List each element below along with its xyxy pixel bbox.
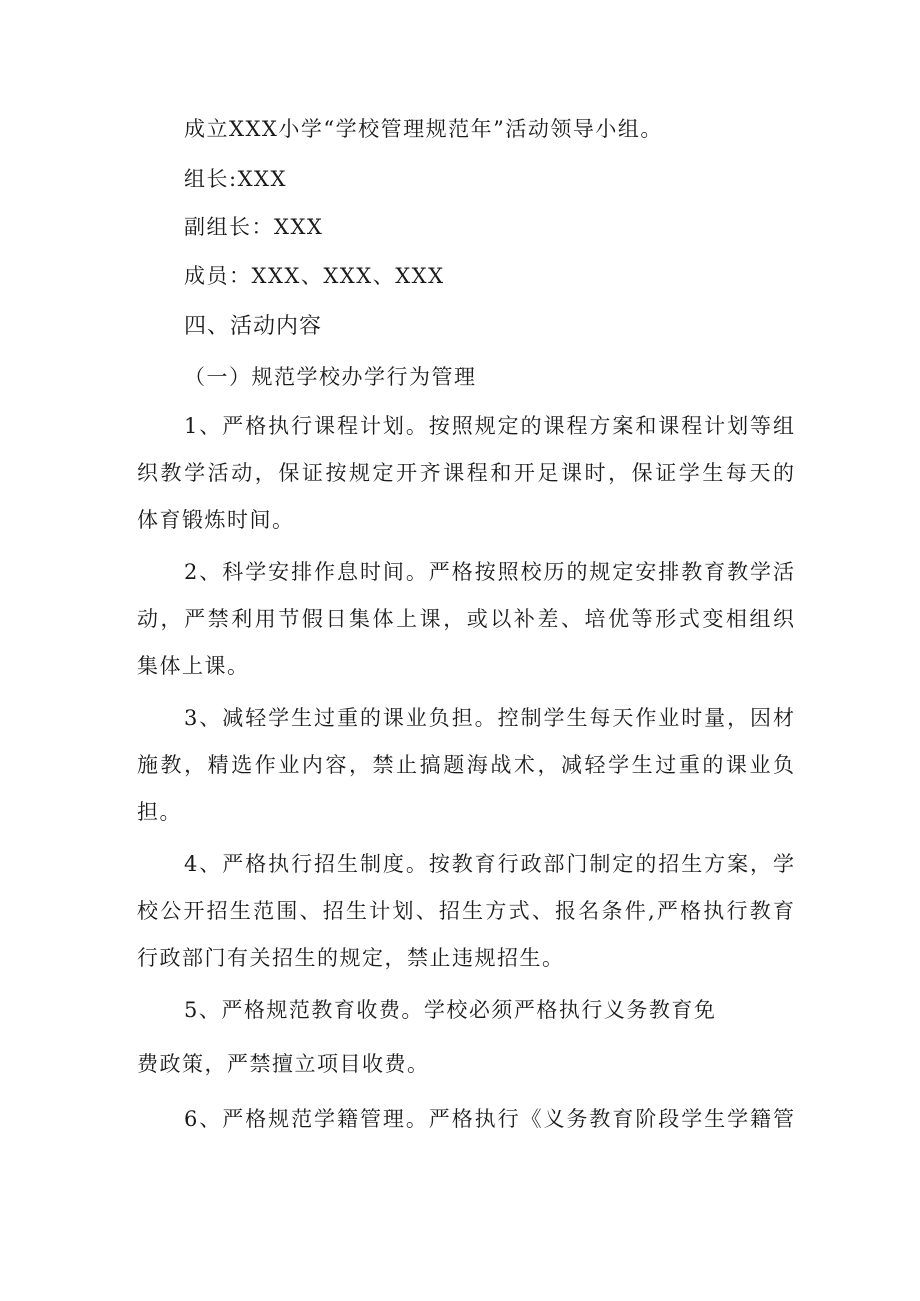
item-3-line-3: 担。 (137, 800, 182, 824)
leader-group-intro: 成立XXX小学“学校管理规范年”活动领导小组。 (184, 117, 663, 141)
item-1-line-2: 织教学活动，保证按规定开齐课程和开足课时，保证学生每天的 (137, 461, 794, 485)
item-5-line-2: 费政策，严禁擅立项目收费。 (137, 1052, 430, 1076)
members-line: 成员：XXX、XXX、XXX (184, 264, 445, 288)
item-2-line-2: 动，严禁利用节假日集体上课，或以补差、培优等形式变相组织 (137, 607, 794, 631)
section-heading: 四、活动内容 (184, 314, 323, 339)
item-1-line-1: 1、严格执行课程计划。按照规定的课程方案和课程计划等组 (184, 414, 794, 438)
subsection-heading: （一）规范学校办学行为管理 (184, 365, 477, 389)
item-1-line-3: 体育锻炼时间。 (137, 508, 295, 532)
item-3-line-1: 3、减轻学生过重的课业负担。控制学生每天作业时量，因材 (184, 706, 794, 730)
item-6-line-1: 6、严格规范学籍管理。严格执行《义务教育阶段学生学籍管 (184, 1107, 794, 1131)
item-4-line-3: 行政部门有关招生的规定，禁止违规招生。 (137, 946, 565, 970)
group-leader-line: 组长:XXX (184, 167, 287, 191)
item-2-line-1: 2、科学安排作息时间。严格按照校历的规定安排教育教学活 (184, 560, 794, 584)
item-3-line-2: 施教，精选作业内容，禁止搞题海战术，减轻学生过重的课业负 (137, 753, 794, 777)
item-4-line-2: 校公开招生范围、招生计划、招生方式、报名条件,严格执行教育 (137, 899, 794, 923)
item-2-line-3: 集体上课。 (137, 654, 250, 678)
deputy-leader-line: 副组长：XXX (184, 215, 324, 239)
item-5-line-1: 5、严格规范教育收费。学校必须严格执行义务教育免 (184, 998, 717, 1022)
item-4-line-1: 4、严格执行招生制度。按教育行政部门制定的招生方案，学 (184, 852, 794, 876)
